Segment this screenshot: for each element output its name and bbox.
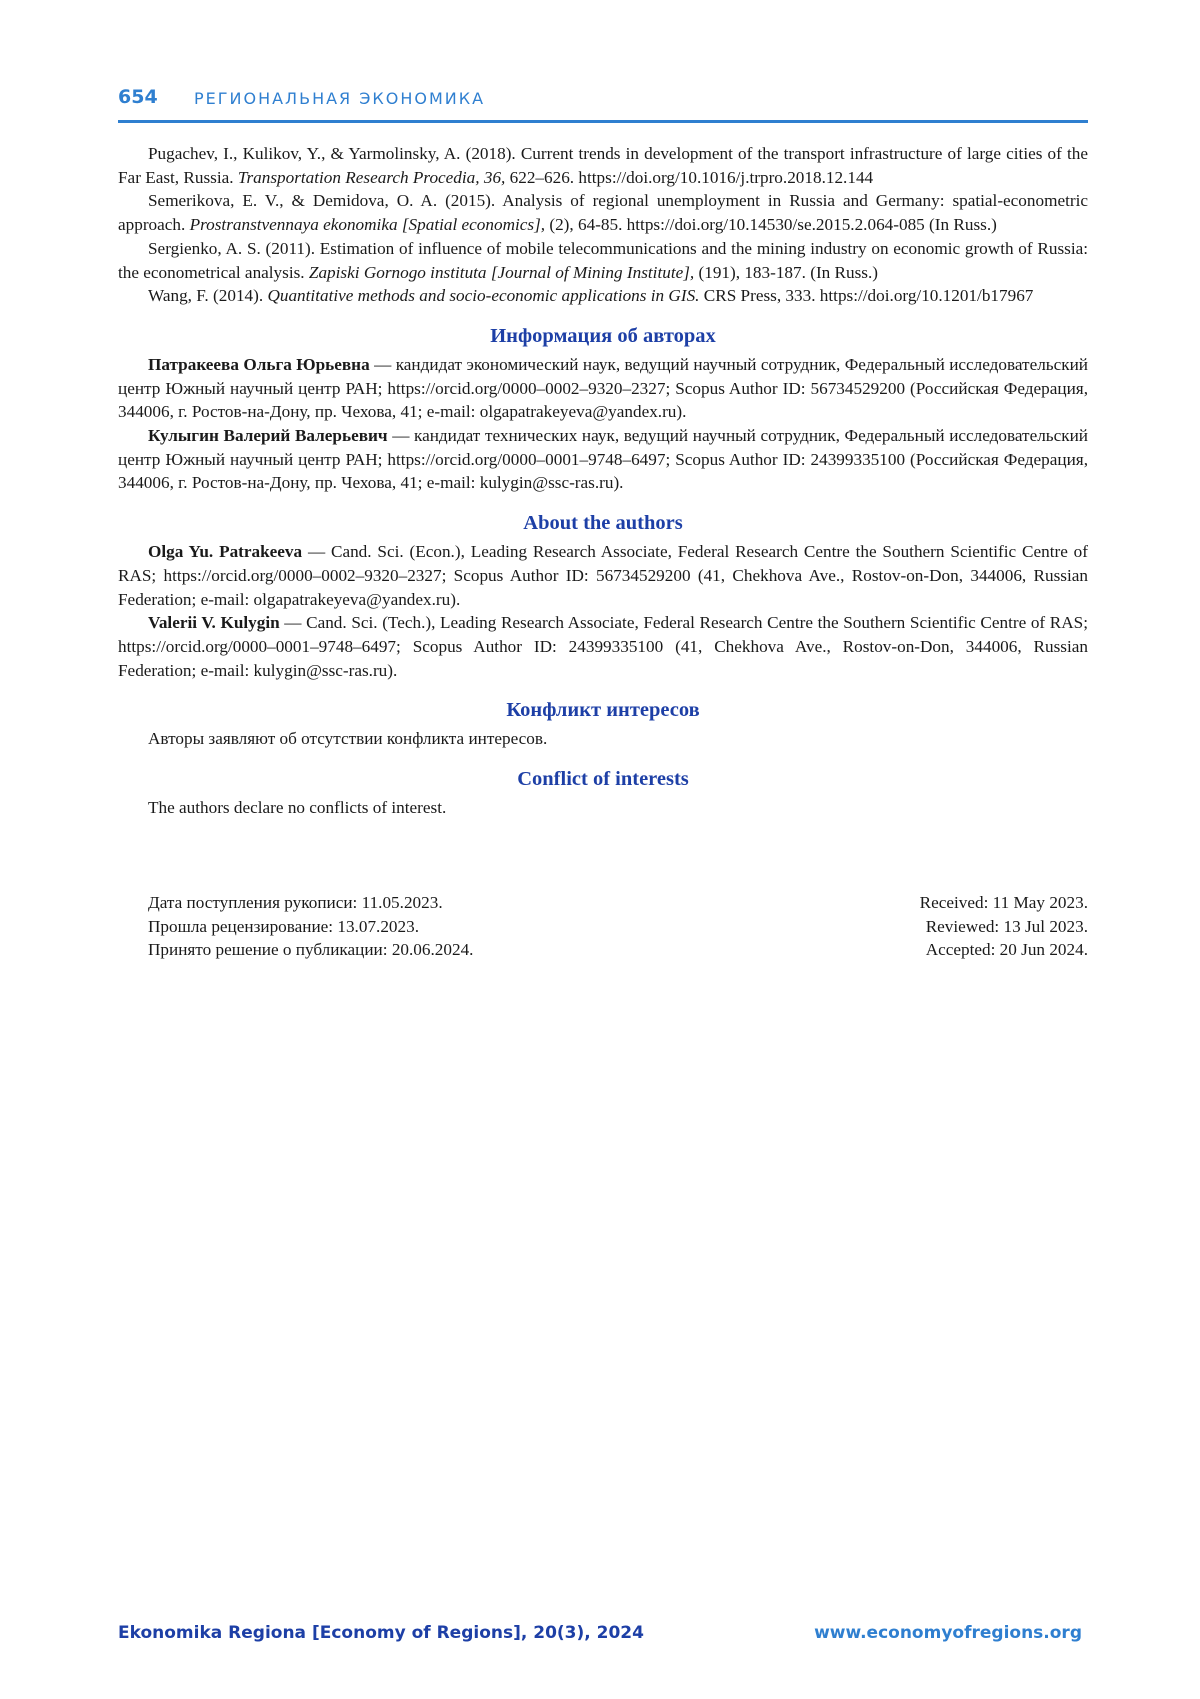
footer-website-link[interactable]: www.economyofregions.org bbox=[814, 1623, 1082, 1643]
date-reviewed-en: Reviewed: 13 Jul 2023. bbox=[925, 916, 1088, 936]
conflict-en-text: The authors declare no conflicts of interest. bbox=[148, 798, 447, 818]
page-content bbox=[118, 142, 1088, 820]
author-name: Olga Yu. Patrakeeva bbox=[148, 542, 303, 562]
conflict-ru-heading: Конфликт интересов bbox=[506, 699, 700, 722]
dates-ru bbox=[148, 891, 473, 962]
reference-item: Pugachev, I., Kulikov, Y., & Yarmolinsky, A. (2018). Current trends in development of the transport infrastructure of large cities of the Far East, Russia. Transportation Research Procedia, 36, 622–626. https://doi.org/10.1016/j.trpro.2018.12.144 bbox=[118, 144, 1088, 187]
date-received-ru: Дата поступления рукописи: 11.05.2023. bbox=[148, 893, 443, 912]
authors-ru-heading: Информация об авторах bbox=[490, 324, 716, 347]
date-received-en: Received: 11 May 2023. bbox=[919, 893, 1088, 912]
reference-item: Semerikova, E. V., & Demidova, O. A. (2015). Analysis of regional unemployment in Russia and Germany: spatial-econometric approach. Prostranstvennaya ekonomika [Spatial economics], (2), 64-85. https://doi.org/10.14530/se.2015.2.064-085 (In Russ.) bbox=[118, 191, 1088, 235]
author-name: Valerii V. Kulygin bbox=[148, 613, 280, 633]
date-accepted-en: Accepted: 20 Jun 2024. bbox=[925, 940, 1088, 960]
authors-en-heading: About the authors bbox=[523, 512, 683, 535]
reference-item: Wang, F. (2014). Quantitative methods and socio-economic applications in GIS. CRS Press, 333. https://doi.org/10.1201/b17967 bbox=[148, 286, 1034, 306]
conflict-ru-text: Авторы заявляют об отсутствии конфликта интересов. bbox=[148, 729, 548, 749]
author-ru-item: Патракеева Ольга Юрьевна — кандидат экономический наук, ведущий научный сотрудник, Федеральный исследовательский центр Южный научный центр РАН; https://orcid.org/0000–0002–9320–2327; Scopus Author ID: 56734529200 (Российская Федерация, 344006, г. Ростов-на-Дону, пр. Чехова, 41; e-mail: olgapatrakeyeva@yandex.ru). bbox=[118, 354, 1088, 422]
date-accepted-ru: Принято решение о публикации: 20.06.2024. bbox=[148, 940, 474, 960]
author-name: Патракеева Ольга Юрьевна bbox=[148, 354, 370, 374]
author-en-item: Olga Yu. Patrakeeva — Cand. Sci. (Econ.), Leading Research Associate, Federal Research Centre the Southern Scientific Centre of RAS; https://orcid.org/0000–0002–9320–2327; Scopus Author ID: 56734529200 (41, Chekhova Ave., Rostov-on-Don, 344006, Russian Federation; e-mail: olgapatrakeyeva@yandex.ru). bbox=[118, 542, 1089, 609]
footer-journal-citation: Ekonomika Regiona [Economy of Regions], 20(3), 2024 bbox=[118, 1623, 644, 1643]
references-list bbox=[118, 142, 1088, 308]
page-number: 654 bbox=[118, 86, 158, 108]
author-en-item: Valerii V. Kulygin — Cand. Sci. (Tech.), Leading Research Associate, Federal Research Centre the Southern Scientific Centre of RAS; https://orcid.org/0000–0001–9748–6497; Scopus Author ID: 24399335100 (41, Chekhova Ave., Rostov-on-Don, 344006, Russian Federation; e-mail: kulygin@ssc-ras.ru). bbox=[118, 613, 1088, 680]
author-name: Кулыгин Валерий Валерьевич bbox=[148, 426, 388, 446]
date-reviewed-ru: Прошла рецензирование: 13.07.2023. bbox=[148, 916, 420, 936]
reference-item: Sergienko, A. S. (2011). Estimation of influence of mobile telecommunications and the mining industry on economic growth of Russia: the econometrical analysis. Zapiski Gornogo instituta [Journal of Mining Institute], (191), 183-187. (In Russ.) bbox=[118, 238, 1088, 282]
conflict-en-heading: Conflict of interests bbox=[517, 768, 689, 791]
author-ru-item: Кулыгин Валерий Валерьевич — кандидат технических наук, ведущий научный сотрудник, Федеральный исследовательский центр Южный научный центр РАН; https://orcid.org/0000–0001–9748–6497; Scopus Author ID: 24399335100 (Российская Федерация, 344006, г. Ростов-на-Дону, пр. Чехова, 41; e-mail: kulygin@ssc-ras.ru). bbox=[118, 426, 1088, 493]
page-header bbox=[118, 86, 1088, 123]
journal-title-ru: РЕГИОНАЛЬНАЯ ЭКОНОМИКА bbox=[194, 89, 486, 108]
dates-en bbox=[920, 891, 1088, 962]
